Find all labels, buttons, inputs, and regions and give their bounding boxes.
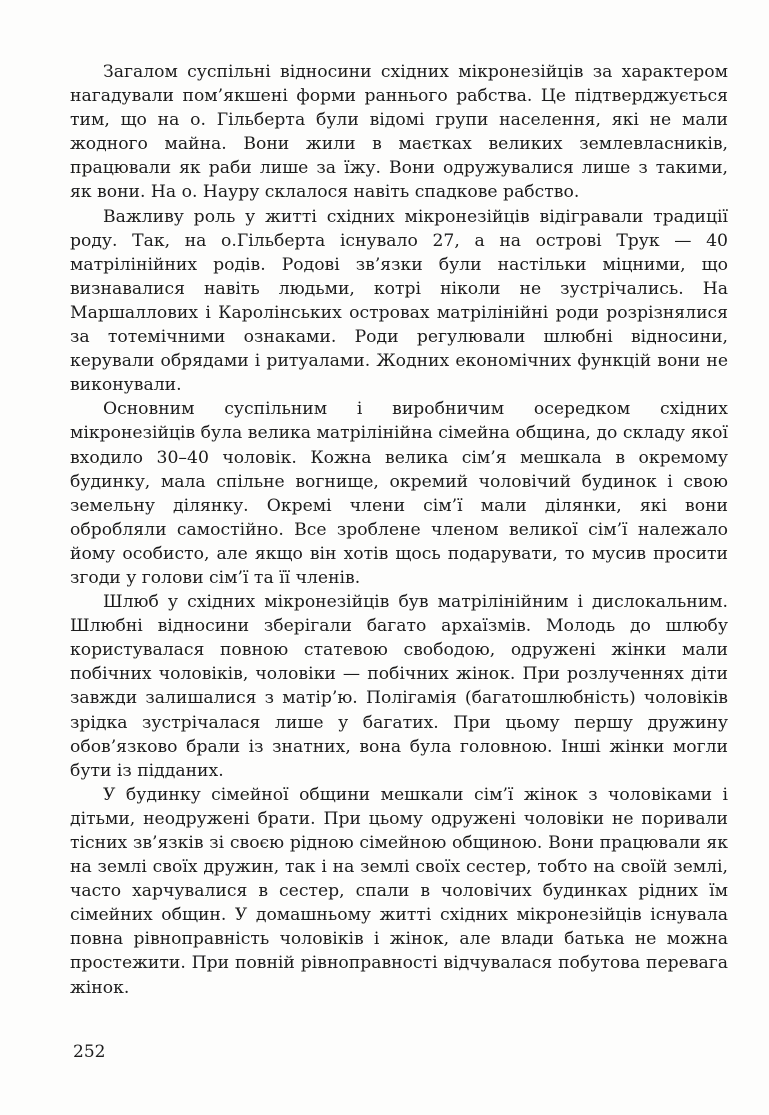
page-number: 252 [73, 1042, 106, 1062]
paragraph-household: У будинку сімейної общини мешкали сім’ї жінок з чоловіками і дітьми, неодружені брати. При цьому одружені чоловіки не поривали тісних зв’язків зі своєю рідною сімейною общиною. Вони працювали як на землі своїх дружин, так і на землі своїх сестер, тобто на своїй землі, часто харчувалися в сестер, спали в чоловічих будинках рідних їм сімейних общин. У домашньому житті східних мікронезійців існувала повна рівноправність чоловіків і жінок, але влади батька не можна простежити. При повній рівноправності відчувалася побутова перевага жінок. [70, 784, 728, 998]
paragraph-family-community: Основним суспільним і виробничим осередком східних мікронезійців була велика матрілінійна сімейна община, до складу якої входило 30–40 чоловік. Кожна велика сім’я мешкала в окремому будинку, мала спільне вогнище, окремий чоловічий будинок і свою земельну ділянку. Окремі члени сім’ї мали ділянки, які вони обробляли самостійно. Все зроблене членом великої сім’ї належало йому особисто, але якщо він хотів щось подарувати, то мусив просити згоди у голови сім’ї та її членів. [70, 399, 728, 588]
paragraph-social-relations: Загалом суспільні відносини східних мікронезійців за характером нагадували пом’якшені форми раннього рабства. Це підтверджується тим, що на о. Гільберта були відомі групи населення, які не мали жодного майна. Вони жили в маєтках великих землевласників, працювали як раби лише за їжу. Вони одружувалися лише з такими, як вони. На о. Науру склалося навіть спадкове рабство. [70, 62, 728, 203]
paragraph-clan-traditions: Важливу роль у житті східних мікронезійців відігравали традиції роду. Так, на о.Гільберта існувало 27, а на острові Трук — 40 матрілінійних родів. Родові зв’язки були настільки міцними, що визнавалися навіть людьми, котрі ніколи не зустрічались. На Маршаллових і Каролінських островах матрілінійні роди розрізнялися за тотемічними ознаками. Роди регулювали шлюбні відносини, керували обрядами і ритуалами. Жодних економічних функцій вони не виконували. [70, 206, 728, 396]
paragraph-marriage: Шлюб у східних мікронезійців був матрілінійним і дислокальним. Шлюбні відносини зберігали багато архаїзмів. Молодь до шлюбу користувалася повною статевою свободою, одружені жінки мали побічних чоловіків, чоловіки — побічних жінок. При розлученнях діти завжди залишалися з матір’ю. Полігамія (багатошлюбність) чоловіків зрідка зустрічалася лише у багатих. При цьому першу дружину обов’язково брали із знатних, вона була головною. Інші жінки могли бути із підданих. [70, 592, 728, 781]
body-text [70, 60, 728, 1000]
